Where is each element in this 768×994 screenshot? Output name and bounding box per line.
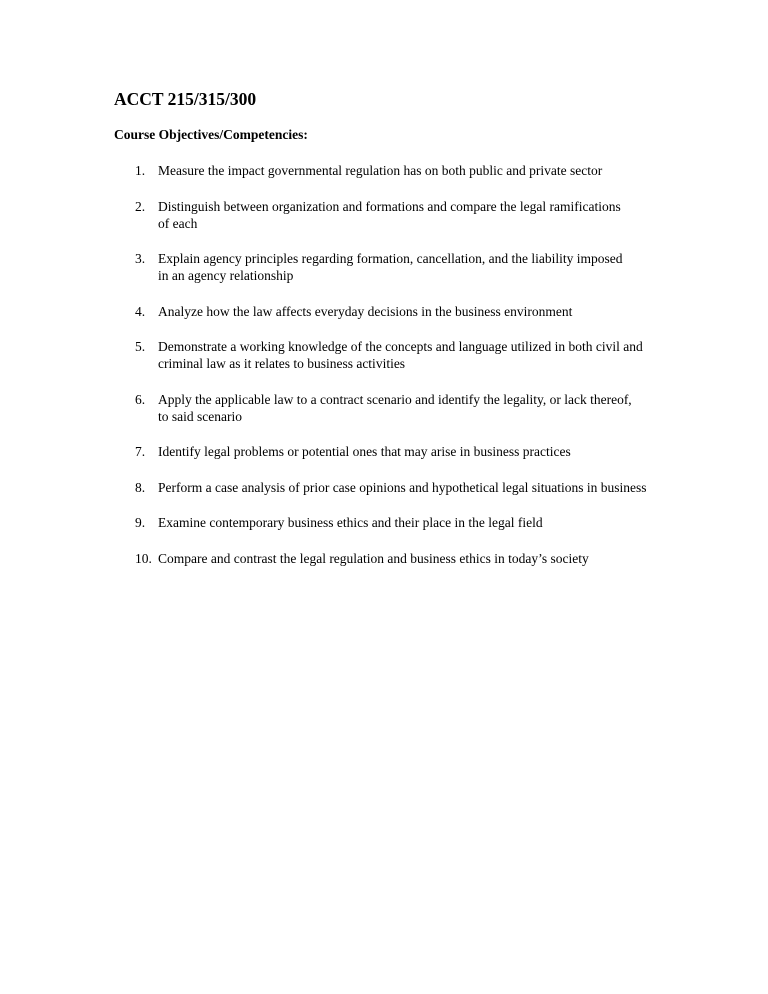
item-text: Apply the applicable law to a contract scenario and identify the legality, or lack thereof, to said scenario [158,391,632,424]
item-number: 3. [135,251,146,266]
item-text: Identify legal problems or potential ones that may arise in business practices [158,444,571,459]
item-text: Analyze how the law affects everyday decisions in the business environment [158,303,573,319]
item-text: Examine contemporary business ethics and their place in the legal field [158,515,543,530]
item-number: 6. [135,391,146,407]
item-number: 9. [135,515,146,530]
list-item [114,443,674,460]
list-item [114,514,674,531]
item-text: Perform a case analysis of prior case opinions and hypothetical legal situations in business [158,479,647,495]
item-number: 10. [135,550,152,566]
list-item [114,479,674,496]
list-item [114,250,674,284]
item-text: Demonstrate a working knowledge of the concepts and language utilized in both civil and criminal law as it relates to business activities [158,339,643,371]
item-number: 7. [135,444,146,459]
list-item [114,338,674,372]
item-text: Compare and contrast the legal regulation and business ethics in today’s society [158,550,589,566]
item-number: 2. [135,198,146,214]
list-item [114,391,674,425]
item-text: Distinguish between organization and formations and compare the legal ramifications of each [158,198,621,231]
section-heading: Course Objectives/Competencies: [114,127,308,142]
objectives-list [114,162,674,585]
item-text: Explain agency principles regarding formation, cancellation, and the liability imposed in an agency relationship [158,251,623,283]
item-text: Measure the impact governmental regulation has on both public and private sector [158,163,603,178]
item-number: 4. [135,303,146,319]
item-number: 1. [135,163,146,178]
list-item [114,198,674,232]
item-number: 8. [135,479,146,495]
item-number: 5. [135,339,146,354]
course-title: ACCT 215/315/300 [114,89,257,109]
list-item [114,550,674,567]
list-item [114,303,674,320]
list-item [114,162,674,179]
